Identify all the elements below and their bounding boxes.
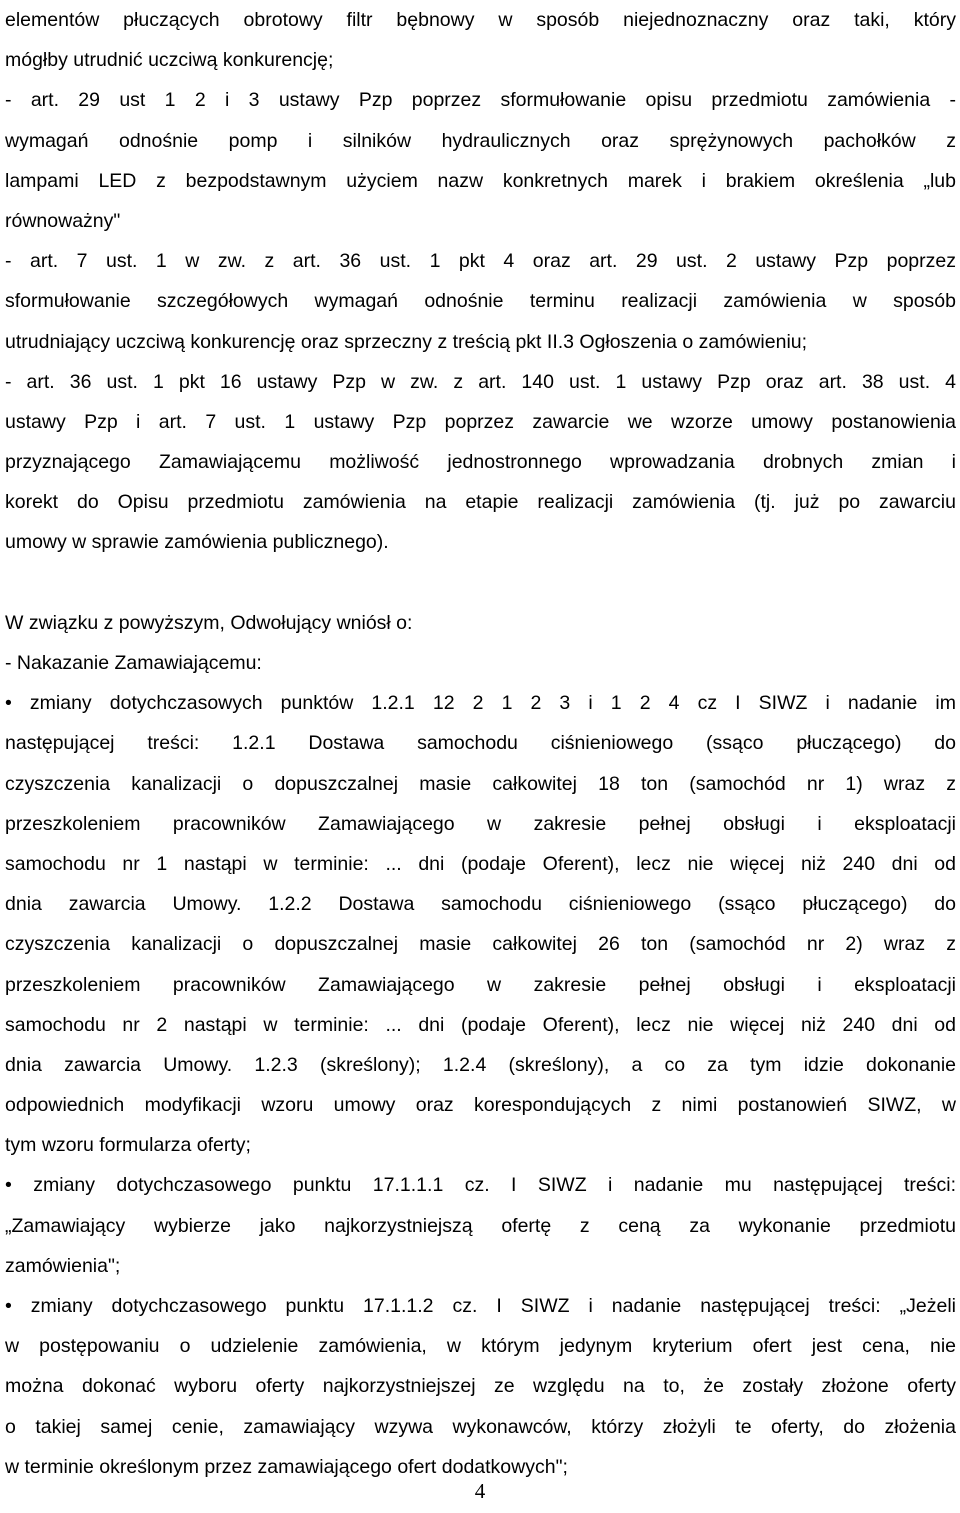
document-page bbox=[5, 0, 956, 1487]
text-line: o takiej samej cenie, zamawiający wzywa wykonawców, którzy złożyli te oferty, do złożenia bbox=[5, 1415, 956, 1438]
text-line: samochodu nr 2 nastąpi w terminie: ... dni (podaje Oferent), lecz nie więcej niż 240 dni od bbox=[5, 1013, 956, 1036]
text-line: „Zamawiający wybierze jako najkorzystniejszą ofertę z ceną za wykonanie przedmiotu bbox=[5, 1214, 956, 1237]
paragraph-art-36-objection bbox=[5, 362, 956, 563]
text-line: wymagań odnośnie pomp i silników hydraulicznych oraz sprężynowych pachołków z bbox=[5, 129, 956, 152]
text-line: • zmiany dotychczasowych punktów 1.2.1 12 2 1 2 3 i 1 2 4 cz I SIWZ i nadanie im bbox=[5, 692, 956, 715]
text-line: zamówienia"; bbox=[5, 1254, 121, 1277]
text-line: umowy w sprawie zamówienia publicznego). bbox=[5, 531, 389, 554]
text-line: przeszkoleniem pracowników Zamawiającego w zakresie pełnej obsługi i eksploatacji bbox=[5, 812, 956, 835]
paragraph-spacer bbox=[5, 563, 956, 603]
text-line: sformułowanie szczegółowych wymagań odnośnie terminu realizacji zamówienia w sposób bbox=[5, 290, 956, 313]
text-line: - art. 7 ust. 1 w zw. z art. 36 ust. 1 pkt 4 oraz art. 29 ust. 2 ustawy Pzp poprzez bbox=[5, 250, 956, 273]
text-line: w terminie określonym przez zamawiającego ofert dodatkowych"; bbox=[5, 1455, 568, 1478]
text-line: tym wzoru formularza oferty; bbox=[5, 1134, 251, 1157]
text-line: - art. 36 ust. 1 pkt 16 ustawy Pzp w zw. z art. 140 ust. 1 ustawy Pzp oraz art. 38 ust. 4 bbox=[5, 370, 956, 393]
paragraph-requests-intro bbox=[5, 603, 956, 683]
text-line: odpowiednich modyfikacji wzoru umowy oraz korespondujących z nimi postanowień SIWZ, w bbox=[5, 1094, 956, 1117]
text-line: korekt do Opisu przedmiotu zamówienia na etapie realizacji zamówienia (tj. już po zawarciu bbox=[5, 491, 956, 514]
text-line: dnia zawarcia Umowy. 1.2.2 Dostawa samochodu ciśnieniowego (ssąco płuczącego) do bbox=[5, 893, 956, 916]
paragraph-art-7-objection bbox=[5, 241, 956, 362]
bullet-item-point-17-1-1-2 bbox=[5, 1286, 956, 1487]
bullet-item-point-17-1-1-1 bbox=[5, 1165, 956, 1286]
text-line: czyszczenia kanalizacji o dopuszczalnej masie całkowitej 26 ton (samochód nr 2) wraz z bbox=[5, 933, 956, 956]
text-line: • zmiany dotychczasowego punktu 17.1.1.2 cz. I SIWZ i nadanie następującej treści: „Jeżeli bbox=[5, 1295, 956, 1317]
paragraph-continued-objection bbox=[5, 0, 956, 80]
text-line: utrudniający uczciwą konkurencję oraz sprzeczny z treścią pkt II.3 Ogłoszenia o zamówieniu; bbox=[5, 330, 808, 353]
text-line: równoważny" bbox=[5, 209, 121, 232]
text-line: mógłby utrudnić uczciwą konkurencję; bbox=[5, 49, 334, 72]
text-line: • zmiany dotychczasowego punktu 17.1.1.1 cz. I SIWZ i nadanie mu następującej treści: bbox=[5, 1174, 956, 1197]
text-line: ustawy Pzp i art. 7 ust. 1 ustawy Pzp poprzez zawarcie we wzorze umowy postanowienia bbox=[5, 410, 956, 433]
text-line: czyszczenia kanalizacji o dopuszczalnej masie całkowitej 18 ton (samochód nr 1) wraz z bbox=[5, 772, 956, 795]
text-line: następującej treści: 1.2.1 Dostawa samochodu ciśnieniowego (ssąco płuczącego) do bbox=[5, 732, 956, 755]
text-line: dnia zawarcia Umowy. 1.2.3 (skreślony); 1.2.4 (skreślony), a co za tym idzie dokonanie bbox=[5, 1053, 956, 1076]
text-line: przeszkoleniem pracowników Zamawiającego w zakresie pełnej obsługi i eksploatacji bbox=[5, 973, 956, 996]
text-line: - Nakazanie Zamawiającemu: bbox=[5, 652, 262, 674]
text-line: W związku z powyższym, Odwołujący wniósł o: bbox=[5, 611, 413, 634]
text-line: przyznającego Zamawiającemu możliwość jednostronnego wprowadzania drobnych zmian i bbox=[5, 451, 956, 474]
text-line: samochodu nr 1 nastąpi w terminie: ... dni (podaje Oferent), lecz nie więcej niż 240 dni od bbox=[5, 852, 956, 875]
paragraph-art-29-objection bbox=[5, 80, 956, 241]
text-line: można dokonać wyboru oferty najkorzystniejszej ze względu na to, że zostały złożone oferty bbox=[5, 1375, 956, 1398]
text-line: - art. 29 ust 1 2 i 3 ustawy Pzp poprzez sformułowanie opisu przedmiotu zamówienia - bbox=[5, 89, 956, 112]
page-number: 4 bbox=[474, 1479, 486, 1503]
text-line: lampami LED z bezpodstawnym użyciem nazw konkretnych marek i brakiem określenia „lub bbox=[5, 169, 956, 192]
text-line: elementów płuczących obrotowy filtr bębnowy w sposób niejednoznaczny oraz taki, który bbox=[5, 9, 956, 31]
text-line: w postępowaniu o udzielenie zamówienia, w którym jedynym kryterium ofert jest cena, nie bbox=[5, 1335, 956, 1358]
bullet-item-points-1-2-1 bbox=[5, 683, 956, 1165]
